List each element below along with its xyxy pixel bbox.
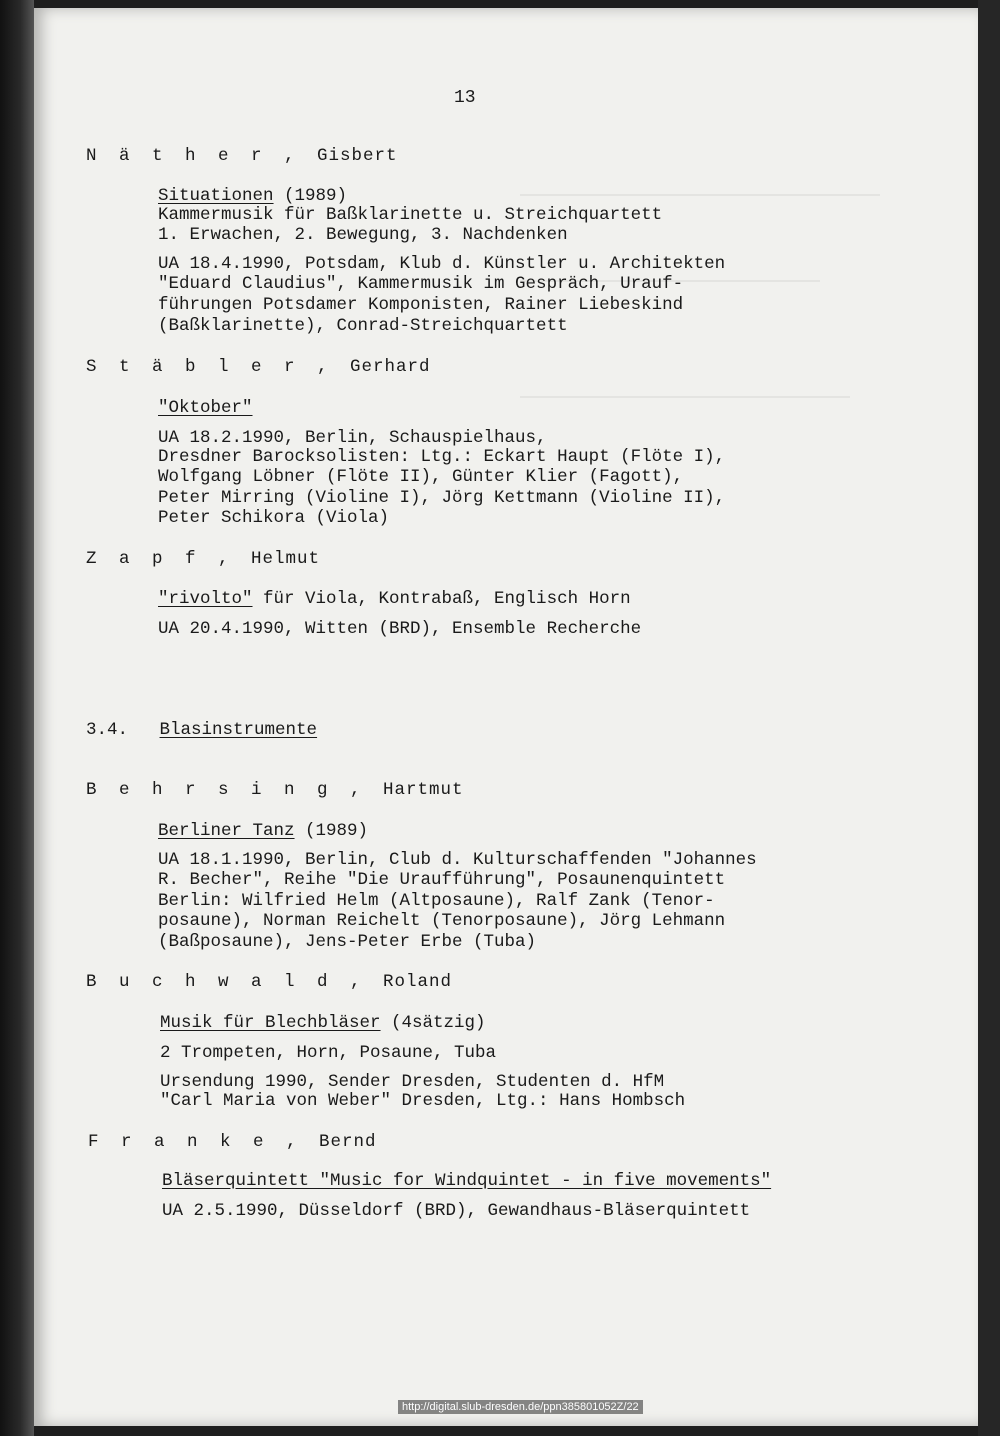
section-heading bbox=[86, 720, 317, 740]
author-surname: S t ä b l e r , bbox=[86, 357, 334, 377]
premiere-line: Wolfgang Löbner (Flöte II), Günter Klier (Fagott), bbox=[158, 467, 684, 487]
work-title-line bbox=[162, 1171, 771, 1191]
work-title-suffix: (1989) bbox=[294, 821, 369, 841]
premiere-line: UA 18.4.1990, Potsdam, Klub d. Künstler u. Architekten bbox=[158, 254, 726, 274]
author-naether bbox=[86, 146, 398, 166]
premiere-line: (Baßposaune), Jens-Peter Erbe (Tuba) bbox=[158, 932, 537, 952]
author-franke bbox=[88, 1132, 377, 1152]
premiere-line: (Baßklarinette), Conrad-Streichquartett bbox=[158, 316, 568, 336]
work-title-suffix: (1989) bbox=[273, 186, 348, 206]
author-surname: B e h r s i n g , bbox=[86, 780, 367, 800]
author-given-name: Hartmut bbox=[383, 780, 464, 800]
author-given-name: Gisbert bbox=[317, 146, 398, 166]
author-given-name: Gerhard bbox=[350, 357, 431, 377]
author-surname: B u c h w a l d , bbox=[86, 972, 367, 992]
premiere-line: UA 18.1.1990, Berlin, Club d. Kulturschaffenden "Johannes bbox=[158, 850, 757, 870]
work-title-line bbox=[158, 821, 368, 841]
work-title: Berliner Tanz bbox=[158, 821, 295, 841]
premiere-line: R. Becher", Reihe "Die Uraufführung", Posaunenquintett bbox=[158, 870, 726, 890]
premiere-line: Peter Mirring (Violine I), Jörg Kettmann (Violine II), bbox=[158, 488, 726, 508]
author-buchwald bbox=[86, 972, 452, 992]
premiere-line: UA 2.5.1990, Düsseldorf (BRD), Gewandhaus-Bläserquintett bbox=[162, 1201, 751, 1221]
work-title: "Oktober" bbox=[158, 398, 253, 418]
work-title: Musik für Blechbläser bbox=[160, 1013, 381, 1033]
author-given-name: Roland bbox=[383, 972, 453, 992]
premiere-line: Ursendung 1990, Sender Dresden, Studenten d. HfM bbox=[160, 1072, 665, 1092]
work-title-line bbox=[158, 186, 347, 206]
section-number: 3.4. bbox=[86, 720, 129, 740]
work-title: "rivolto" bbox=[158, 589, 253, 609]
premiere-line: führungen Potsdamer Komponisten, Rainer Liebeskind bbox=[158, 295, 684, 315]
premiere-line: Berlin: Wilfried Helm (Altposaune), Ralf Zank (Tenor- bbox=[158, 891, 715, 911]
work-title-suffix: (4sätzig) bbox=[380, 1013, 486, 1033]
author-given-name: Bernd bbox=[319, 1132, 377, 1152]
premiere-line: Dresdner Barocksolisten: Ltg.: Eckart Haupt (Flöte I), bbox=[158, 447, 726, 467]
work-scoring: Kammermusik für Baßklarinette u. Streichquartett bbox=[158, 205, 663, 225]
author-zapf bbox=[86, 549, 320, 569]
work-title: Situationen bbox=[158, 186, 274, 206]
work-title-line bbox=[158, 398, 253, 418]
author-surname: N ä t h e r , bbox=[86, 146, 301, 166]
author-staebler bbox=[86, 357, 431, 377]
work-movements: 1. Erwachen, 2. Bewegung, 3. Nachdenken bbox=[158, 225, 568, 245]
premiere-line: "Eduard Claudius", Kammermusik im Gespräch, Urauf- bbox=[158, 274, 684, 294]
source-url-watermark: http://digital.slub-dresden.de/ppn385801052Z/22 bbox=[398, 1400, 643, 1414]
author-behrsing bbox=[86, 780, 464, 800]
work-title-suffix: für Viola, Kontrabaß, Englisch Horn bbox=[252, 589, 631, 609]
work-scoring: 2 Trompeten, Horn, Posaune, Tuba bbox=[160, 1043, 497, 1063]
premiere-line: UA 18.2.1990, Berlin, Schauspielhaus, bbox=[158, 428, 547, 448]
author-surname: F r a n k e , bbox=[88, 1132, 303, 1152]
author-surname: Z a p f , bbox=[86, 549, 235, 569]
page-number: 13 bbox=[454, 88, 476, 108]
premiere-line: Peter Schikora (Viola) bbox=[158, 508, 390, 528]
work-title-line bbox=[158, 589, 631, 609]
work-title: Bläserquintett "Music for Windquintet - in five movements" bbox=[162, 1171, 772, 1191]
premiere-line: posaune), Norman Reichelt (Tenorposaune), Jörg Lehmann bbox=[158, 911, 726, 931]
author-given-name: Helmut bbox=[251, 549, 321, 569]
section-title: Blasinstrumente bbox=[159, 720, 318, 740]
work-title-line bbox=[160, 1013, 486, 1033]
premiere-line: UA 20.4.1990, Witten (BRD), Ensemble Recherche bbox=[158, 619, 642, 639]
premiere-line: "Carl Maria von Weber" Dresden, Ltg.: Hans Hombsch bbox=[160, 1091, 686, 1111]
